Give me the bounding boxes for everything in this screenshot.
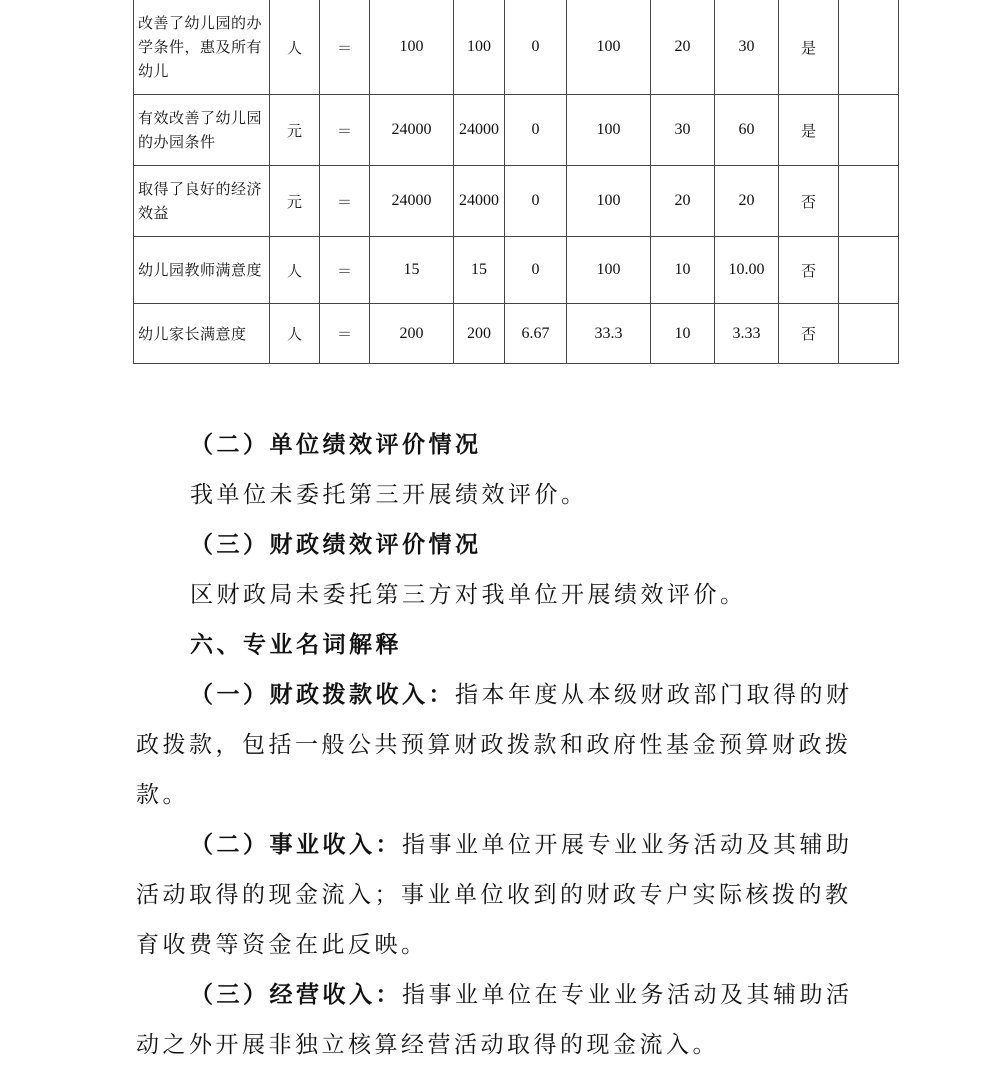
cell-actual: 15 (454, 237, 505, 304)
glossary-item (136, 820, 876, 970)
table-row (134, 237, 899, 304)
cell-weight: 10 (651, 304, 715, 364)
cell-op: ＝ (320, 0, 370, 95)
glossary-item (136, 970, 876, 1070)
cell-rate: 100 (567, 166, 651, 237)
cell-name: 改善了幼儿园的办学条件，惠及所有幼儿 (134, 0, 270, 95)
cell-score: 60 (715, 95, 779, 166)
cell-op: ＝ (320, 237, 370, 304)
cell-actual: 200 (454, 304, 505, 364)
table-row (134, 0, 899, 95)
cell-actual: 24000 (454, 166, 505, 237)
cell-core: 否 (779, 304, 839, 364)
table-row (134, 304, 899, 364)
cell-note (839, 0, 899, 95)
cell-weight: 20 (651, 0, 715, 95)
table-body (134, 0, 899, 364)
cell-deviation: 6.67 (505, 304, 567, 364)
table-row (134, 166, 899, 237)
cell-note (839, 304, 899, 364)
cell-deviation: 0 (505, 237, 567, 304)
cell-target: 15 (370, 237, 454, 304)
cell-core: 否 (779, 166, 839, 237)
cell-unit: 人 (270, 304, 320, 364)
cell-core: 是 (779, 95, 839, 166)
cell-rate: 100 (567, 237, 651, 304)
cell-name: 有效改善了幼儿园的办园条件 (134, 95, 270, 166)
glossary-term: （二）事业收入： (190, 832, 402, 858)
unit-eval-heading: （二）单位绩效评价情况 (190, 432, 482, 458)
glossary-definition: 指事业单位在专业业务活动及其辅助活动之外开展非独立核算经营活动取得的现金流入。 (136, 982, 853, 1058)
cell-note (839, 95, 899, 166)
cell-unit: 元 (270, 95, 320, 166)
cell-score: 20 (715, 166, 779, 237)
cell-name: 幼儿园教师满意度 (134, 237, 270, 304)
unit-eval-text: 我单位未委托第三开展绩效评价。 (190, 482, 588, 508)
fiscal-eval-heading: （三）财政绩效评价情况 (190, 532, 482, 558)
cell-score: 10.00 (715, 237, 779, 304)
cell-target: 100 (370, 0, 454, 95)
cell-actual: 24000 (454, 95, 505, 166)
glossary-definition: 指事业单位开展专业业务活动及其辅助活动取得的现金流入；事业单位收到的财政专户实际核拨的教育收费等资金在此反映。 (136, 832, 853, 958)
cell-deviation: 0 (505, 95, 567, 166)
performance-indicator-table (133, 0, 899, 364)
cell-target: 24000 (370, 95, 454, 166)
glossary-term: （三）经营收入： (190, 982, 402, 1008)
cell-weight: 20 (651, 166, 715, 237)
cell-note (839, 166, 899, 237)
table-row (134, 95, 899, 166)
glossary-definition: 指本年度从本级财政部门取得的财政拨款，包括一般公共预算财政拨款和政府性基金预算财政拨款。 (136, 682, 853, 808)
cell-actual: 100 (454, 0, 505, 95)
cell-unit: 人 (270, 0, 320, 95)
cell-name: 取得了良好的经济效益 (134, 166, 270, 237)
cell-rate: 100 (567, 0, 651, 95)
cell-target: 24000 (370, 166, 454, 237)
glossary-item (136, 670, 876, 820)
cell-core: 是 (779, 0, 839, 95)
cell-weight: 10 (651, 237, 715, 304)
cell-deviation: 0 (505, 0, 567, 95)
cell-target: 200 (370, 304, 454, 364)
cell-rate: 100 (567, 95, 651, 166)
cell-weight: 30 (651, 95, 715, 166)
document-body (136, 420, 876, 1070)
cell-rate: 33.3 (567, 304, 651, 364)
cell-note (839, 237, 899, 304)
cell-unit: 人 (270, 237, 320, 304)
cell-score: 30 (715, 0, 779, 95)
cell-core: 否 (779, 237, 839, 304)
glossary-term: （一）财政拨款收入： (190, 682, 455, 708)
cell-op: ＝ (320, 304, 370, 364)
cell-unit: 元 (270, 166, 320, 237)
cell-score: 3.33 (715, 304, 779, 364)
cell-op: ＝ (320, 95, 370, 166)
cell-op: ＝ (320, 166, 370, 237)
cell-name: 幼儿家长满意度 (134, 304, 270, 364)
glossary-heading: 六、专业名词解释 (190, 632, 402, 658)
fiscal-eval-text: 区财政局未委托第三方对我单位开展绩效评价。 (190, 582, 747, 608)
cell-deviation: 0 (505, 166, 567, 237)
